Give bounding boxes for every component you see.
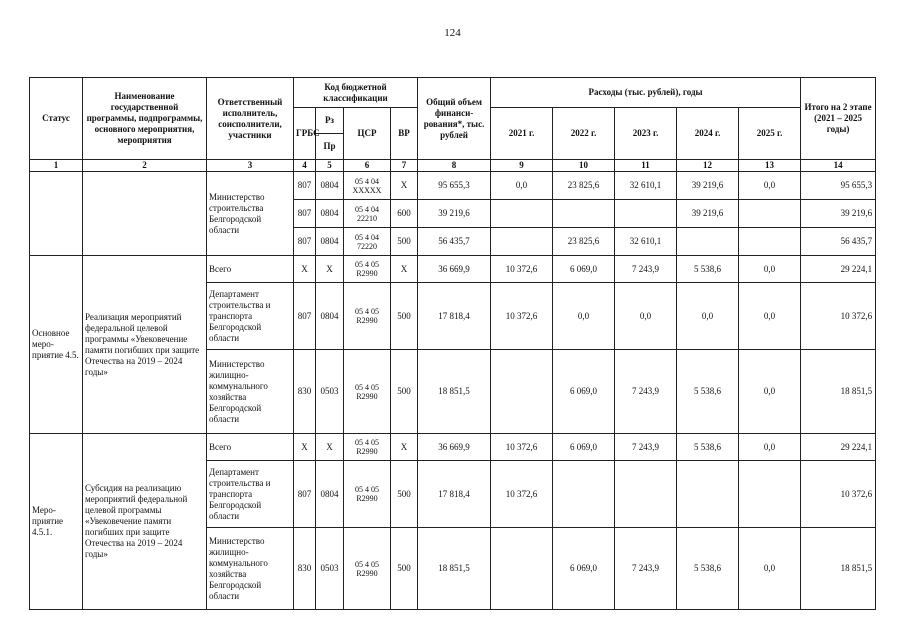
- col-number: 6: [344, 160, 391, 172]
- y2023-cell: 32 610,1: [615, 172, 677, 200]
- header-vr: ВР: [391, 108, 418, 160]
- header-2025: 2025 г.: [739, 108, 801, 160]
- y2023-cell: 7 243,9: [615, 256, 677, 283]
- col-number: 1: [30, 160, 83, 172]
- y2021-cell: 10 372,6: [491, 461, 553, 528]
- y2025-cell: 0,0: [739, 256, 801, 283]
- header-2024: 2024 г.: [677, 108, 739, 160]
- y2021-cell: 10 372,6: [491, 256, 553, 283]
- csr-cell: 05 4 05 R2990: [344, 256, 391, 283]
- col-number: 2: [83, 160, 207, 172]
- y2023-cell: [615, 461, 677, 528]
- responsible-cell: Министерство жилищно-коммунального хозяйства Белгородской области: [207, 350, 294, 434]
- y2023-cell: 32 610,1: [615, 228, 677, 256]
- table-row: [30, 172, 876, 200]
- header-csr: ЦСР: [344, 108, 391, 160]
- y2025-cell: 0,0: [739, 283, 801, 350]
- itogo-cell: 18 851,5: [801, 350, 876, 434]
- y2025-cell: [739, 228, 801, 256]
- rzpr-cell: 0804: [316, 283, 344, 350]
- col-number: 13: [739, 160, 801, 172]
- y2024-cell: [677, 461, 739, 528]
- name-cell: Реализация мероприятий федеральной целевой программы «Увековечение памяти погибших при защите Отечества на 2019 – 2024 годы»: [83, 256, 207, 434]
- y2021-cell: [491, 350, 553, 434]
- y2025-cell: 0,0: [739, 434, 801, 461]
- rzpr-cell: 0804: [316, 461, 344, 528]
- y2023-cell: [615, 200, 677, 228]
- col-number: 12: [677, 160, 739, 172]
- y2024-cell: 0,0: [677, 283, 739, 350]
- col-number: 8: [418, 160, 491, 172]
- y2022-cell: 6 069,0: [553, 434, 615, 461]
- y2023-cell: 7 243,9: [615, 528, 677, 610]
- y2021-cell: [491, 528, 553, 610]
- grbs-cell: X: [294, 434, 316, 461]
- total-cell: 95 655,3: [418, 172, 491, 200]
- y2023-cell: 7 243,9: [615, 350, 677, 434]
- csr-cell: 05 4 05 R2990: [344, 528, 391, 610]
- csr-cell: 05 4 05 R2990: [344, 350, 391, 434]
- total-cell: 36 669,9: [418, 256, 491, 283]
- grbs-cell: 807: [294, 200, 316, 228]
- rzpr-cell: 0804: [316, 228, 344, 256]
- rzpr-cell: 0503: [316, 528, 344, 610]
- itogo-cell: 39 219,6: [801, 200, 876, 228]
- responsible-cell: Министерство строительства Белгородской области: [207, 172, 294, 256]
- header-itogo: Итого на 2 этапе (2021 – 2025 годы): [801, 78, 876, 160]
- status-cell: Меро-приятие 4.5.1.: [30, 434, 83, 610]
- y2024-cell: 39 219,6: [677, 172, 739, 200]
- responsible-cell: Министерство жилищно-коммунального хозяйства Белгородской области: [207, 528, 294, 610]
- responsible-cell: Департамент строительства и транспорта Белгородской области: [207, 461, 294, 528]
- col-number: 9: [491, 160, 553, 172]
- rzpr-cell: 0503: [316, 350, 344, 434]
- header-total-volume: Общий объем финанси-рования*, тыс. рублей: [418, 78, 491, 160]
- rzpr-cell: X: [316, 256, 344, 283]
- y2022-cell: 23 825,6: [553, 228, 615, 256]
- header-responsible: Ответственный исполнитель, соисполнители, участники: [207, 78, 294, 160]
- total-cell: 36 669,9: [418, 434, 491, 461]
- y2022-cell: [553, 461, 615, 528]
- header-budget-code: Код бюджетной классификации: [294, 78, 418, 108]
- grbs-cell: 830: [294, 350, 316, 434]
- itogo-cell: 29 224,1: [801, 434, 876, 461]
- y2025-cell: 0,0: [739, 528, 801, 610]
- total-cell: 39 219,6: [418, 200, 491, 228]
- y2022-cell: [553, 200, 615, 228]
- name-cell: Субсидия на реализацию мероприятий федеральной целевой программы «Увековечение памяти погибших при защите Отечества на 2019 – 2024 годы»: [83, 434, 207, 610]
- header-rz: Рз: [316, 108, 344, 134]
- y2025-cell: [739, 461, 801, 528]
- header-name: Наименование государственной программы, подпрограммы, основного мероприятия, мероприятия: [83, 78, 207, 160]
- csr-cell: 05 4 04 XXXXX: [344, 172, 391, 200]
- vr-cell: 500: [391, 283, 418, 350]
- col-number: 10: [553, 160, 615, 172]
- total-cell: 18 851,5: [418, 350, 491, 434]
- csr-cell: 05 4 05 R2990: [344, 461, 391, 528]
- itogo-cell: 29 224,1: [801, 256, 876, 283]
- y2022-cell: 6 069,0: [553, 528, 615, 610]
- y2024-cell: [677, 228, 739, 256]
- y2021-cell: [491, 228, 553, 256]
- col-number: 11: [615, 160, 677, 172]
- vr-cell: 500: [391, 350, 418, 434]
- header-2023: 2023 г.: [615, 108, 677, 160]
- header-2022: 2022 г.: [553, 108, 615, 160]
- itogo-cell: 18 851,5: [801, 528, 876, 610]
- page-number: 124: [444, 27, 461, 39]
- y2022-cell: 6 069,0: [553, 256, 615, 283]
- grbs-cell: X: [294, 256, 316, 283]
- total-cell: 56 435,7: [418, 228, 491, 256]
- vr-cell: X: [391, 434, 418, 461]
- y2023-cell: 0,0: [615, 283, 677, 350]
- y2022-cell: 0,0: [553, 283, 615, 350]
- header-2021: 2021 г.: [491, 108, 553, 160]
- y2021-cell: 0,0: [491, 172, 553, 200]
- grbs-cell: 807: [294, 461, 316, 528]
- y2024-cell: 5 538,6: [677, 528, 739, 610]
- grbs-cell: 807: [294, 228, 316, 256]
- y2024-cell: 39 219,6: [677, 200, 739, 228]
- table-row: [30, 256, 876, 283]
- total-cell: 17 818,4: [418, 283, 491, 350]
- responsible-cell: Всего: [207, 434, 294, 461]
- csr-cell: 05 4 04 72220: [344, 228, 391, 256]
- grbs-cell: 830: [294, 528, 316, 610]
- vr-cell: X: [391, 256, 418, 283]
- y2025-cell: 0,0: [739, 172, 801, 200]
- col-number: 14: [801, 160, 876, 172]
- rzpr-cell: 0804: [316, 172, 344, 200]
- y2022-cell: 6 069,0: [553, 350, 615, 434]
- col-number: 5: [316, 160, 344, 172]
- y2021-cell: 10 372,6: [491, 283, 553, 350]
- itogo-cell: 56 435,7: [801, 228, 876, 256]
- col-number: 3: [207, 160, 294, 172]
- csr-cell: 05 4 04 22210: [344, 200, 391, 228]
- status-cell: Основное меро-приятие 4.5.: [30, 256, 83, 434]
- rzpr-cell: X: [316, 434, 344, 461]
- grbs-cell: 807: [294, 283, 316, 350]
- rzpr-cell: 0804: [316, 200, 344, 228]
- vr-cell: X: [391, 172, 418, 200]
- header-grbs: ГРБС: [294, 108, 316, 160]
- y2023-cell: 7 243,9: [615, 434, 677, 461]
- total-cell: 18 851,5: [418, 528, 491, 610]
- responsible-cell: Всего: [207, 256, 294, 283]
- y2021-cell: [491, 200, 553, 228]
- csr-cell: 05 4 05 R2990: [344, 434, 391, 461]
- itogo-cell: 95 655,3: [801, 172, 876, 200]
- vr-cell: 500: [391, 461, 418, 528]
- col-number: 4: [294, 160, 316, 172]
- vr-cell: 600: [391, 200, 418, 228]
- y2022-cell: 23 825,6: [553, 172, 615, 200]
- header-pr: Пр: [316, 134, 344, 160]
- itogo-cell: 10 372,6: [801, 461, 876, 528]
- vr-cell: 500: [391, 528, 418, 610]
- col-number: 7: [391, 160, 418, 172]
- total-cell: 17 818,4: [418, 461, 491, 528]
- y2025-cell: [739, 200, 801, 228]
- csr-cell: 05 4 05 R2990: [344, 283, 391, 350]
- header-expenses: Расходы (тыс. рублей), годы: [491, 78, 801, 108]
- y2024-cell: 5 538,6: [677, 350, 739, 434]
- y2024-cell: 5 538,6: [677, 434, 739, 461]
- grbs-cell: 807: [294, 172, 316, 200]
- header-status: Статус: [30, 78, 83, 160]
- name-cell: [83, 172, 207, 256]
- budget-table: [29, 77, 876, 610]
- responsible-cell: Департамент строительства и транспорта Белгородской области: [207, 283, 294, 350]
- y2021-cell: 10 372,6: [491, 434, 553, 461]
- itogo-cell: 10 372,6: [801, 283, 876, 350]
- vr-cell: 500: [391, 228, 418, 256]
- y2025-cell: 0,0: [739, 350, 801, 434]
- table-row: [30, 434, 876, 461]
- status-cell: [30, 172, 83, 256]
- y2024-cell: 5 538,6: [677, 256, 739, 283]
